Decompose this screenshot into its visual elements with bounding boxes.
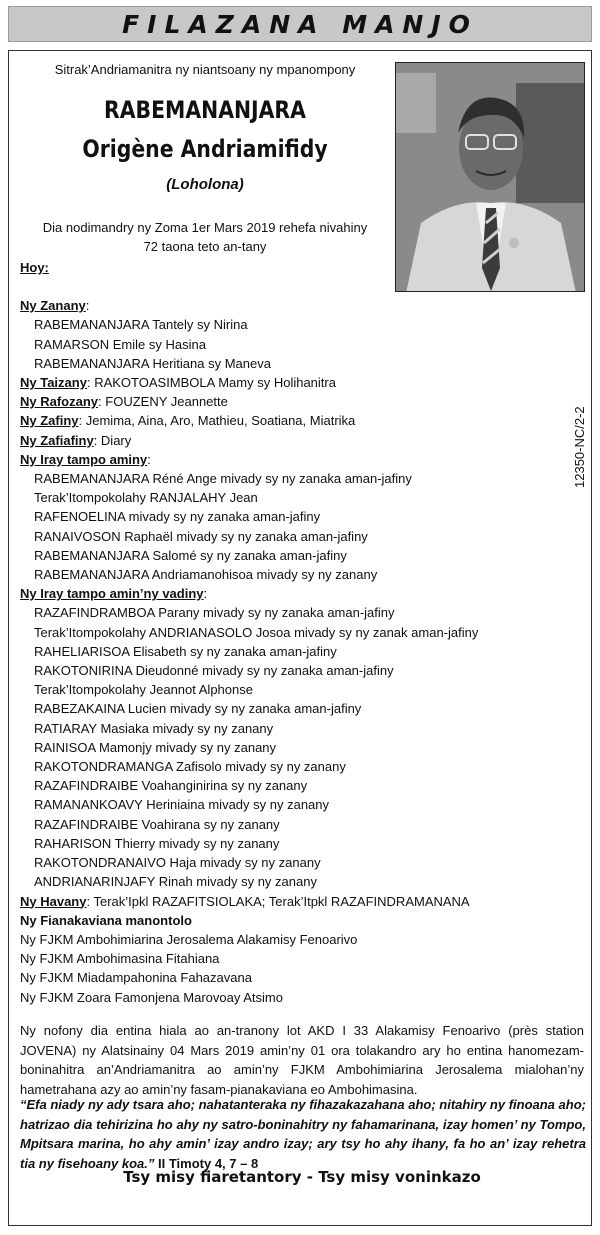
family-list: Hoy: Ny Zanany: RABEMANANJARA Tantely sy Nirina RAMARSON Emile sy Hasina RABEMANANJARA Heritiana sy Maneva Ny Taizany: RAKOTOASIMBOLA Mamy sy Holihanitra Ny Rafozany: FOUZENY Jeannette Ny Zafiny: Jemima, Aina, Aro, Mathieu, Soatiana, Miatrika Ny Zafiafiny: Diary Ny Iray tampo aminy: RABEMANANJARA Réné Ange mivady sy ny zanaka aman-jafiny Terak’Itompokolahy RANJALAHY Jean RAFENOELINA mivady sy ny zanaka aman-jafiny RANAIVOSON Raphaël mivady sy ny zanaka aman-jafiny RABEMANANJARA Salomé sy ny zanaka aman-jafiny RABEMANANJARA Andriamanohisoa mivady sy ny zanany Ny Iray tampo amin’ny vadiny: RAZAFINDRAMBOA Parany mivady sy ny zanaka aman-jafiny Terak’Itompokolahy ANDRIANASOLO Josoa mivady sy ny zanak aman-jafiny RAHELIARISOA Elisabeth sy ny zanaka aman-jafiny RAKOTONIRINA Dieudonné mivady sy ny zanaka aman-jafiny Terak’Itompokolahy Jeannot Alphonse RABEZAKAINA Lucien mivady sy ny zanaka aman-jafiny RATIARAY Masiaka mivady sy ny zanany RAINISOA Mamonjy mivady sy ny zanany RAKOTONDRAMANGA Zafisolo mivady sy ny zanany RAZAFINDRAIBE Voahanginirina sy ny zanany RAMANANKOAVY Heriniaina mivady sy ny zanany RAZAFINDRAIBE Voahirana sy ny zanany RAHARISON Thierry mivady sy ny zanany RAKOTONDRANAIVO Haja mivady sy ny zanany ANDRIANARINJAFY Rinah mivady sy ny zanany Ny Havany: Terak’Ipkl RAZAFITSIOLAKA; Terak’Itpkl RAZAFINDRAMANANA Ny Fianakaviana manontolo Ny FJKM Ambohimiarina Jerosalema Alakamisy Fenoarivo Ny FJKM Ambohimasina Fitahiana Ny FJKM Miadampahonina Fahazavana Ny FJKM Zoara Famonjena Marovoay Atsimo [20, 258, 565, 1007]
zafiny-value: Jemima, Aina, Aro, Mathieu, Soatiana, Miatrika [85, 413, 356, 429]
list-item: RAMARSON Emile sy Hasina [34, 336, 206, 352]
list-item: RAKOTONIRINA Dieudonné mivady sy ny zanaka aman-jafiny [34, 663, 394, 679]
list-item: RANAIVOSON Raphaël mivady sy ny zanaka aman-jafiny [34, 528, 368, 544]
list-item: Terak’Itompokolahy RANJALAHY Jean [34, 490, 258, 506]
list-item: RAKOTONDRAMANGA Zafisolo mivady sy ny zanany [34, 759, 346, 775]
list-item: RAHARISON Thierry mivady sy ny zanany [34, 835, 280, 851]
list-item: RABEMANANJARA Heritiana sy Maneva [34, 355, 271, 371]
list-item: RABEMANANJARA Salomé sy ny zanaka aman-jafiny [34, 547, 347, 563]
deceased-given-names: Origène Andriamifidy [82, 135, 328, 163]
header-title: FILAZANA MANJO [122, 9, 478, 39]
rafozany-value: FOUZENY Jeannette [105, 394, 228, 410]
zafiafiny-value: Diary [100, 432, 132, 448]
side-code: 12350-NC/2-2 [572, 406, 587, 488]
death-line-2: 72 taona teto an-tany [143, 239, 267, 254]
list-item: RAMANANKOAVY Heriniaina mivady sy ny zanany [34, 797, 330, 813]
death-notice [20, 218, 390, 256]
list-item: Terak’Itompokolahy ANDRIANASOLO Josoa mivady sy ny zanak aman-jafiny [34, 624, 479, 640]
list-item: RAHELIARISOA Elisabeth sy ny zanaka aman-jafiny [34, 643, 337, 659]
list-item: RATIARAY Masiaka mivady sy ny zanany [34, 720, 274, 736]
fianakaviana-label: Ny Fianakaviana manontolo [20, 912, 192, 928]
taizany-label: Ny Taizany [20, 375, 87, 391]
havany-label: Ny Havany [20, 893, 87, 909]
list-item: Terak’Itompokolahy Jeannot Alphonse [34, 682, 253, 698]
list-item: RABEZAKAINA Lucien mivady sy ny zanaka aman-jafiny [34, 701, 362, 717]
rafozany-label: Ny Rafozany [20, 394, 99, 410]
list-item: RAKOTONDRANAIVO Haja mivady sy ny zanany [34, 855, 321, 871]
funeral-text: Ny nofony dia entina hiala ao an-tranony lot AKD I 33 Alakamisy Fenoarivo (près station JOVENA) ny Alatsinainy 04 Mars 2019 amin’ny 01 ora tolakandro ary ho entina hanomezam-boninahitra an’Andriamanitra ao amin’ny FJKM Ambohimiarina Jerosalema mialohan’ny hametrahana azy ao amin’ny fasam-pianakaviana eo Ambohimasina. [20, 1023, 584, 1097]
list-item: ANDRIANARINJAFY Rinah mivady sy ny zanany [34, 874, 317, 890]
quote-reference: II Timoty 4, 7 – 8 [158, 1155, 259, 1171]
list-item: RAZAFINDRAMBOA Parany mivady sy ny zanaka aman-jafiny [34, 605, 395, 621]
iray-tampo-label: Ny Iray tampo aminy [20, 451, 148, 467]
death-line-1: Dia nodimandry ny Zoma 1er Mars 2019 rehefa nivahiny [42, 220, 368, 235]
list-item: Ny FJKM Miadampahonina Fahazavana [20, 970, 252, 986]
list-item: Ny FJKM Ambohimasina Fitahiana [20, 951, 220, 967]
deceased-surname: RABEMANANJARA [104, 96, 306, 124]
intro-line: Sitrak’Andriamanitra ny niantsoany ny mpanompony [54, 62, 356, 77]
list-item: RAINISOA Mamonjy mivady sy ny zanany [34, 739, 277, 755]
hoy-label: Hoy: [20, 260, 49, 275]
quote-text: “Efa niady ny ady tsara aho; nahatanteraka ny fihazakazahana aho; nitahiry ny finoana aho; hatrizao dia tehirizina ho ahy ny satro-boninahitry ny fahamarinana, izay homen’ ny Tompo, Mpitsara marina, ho ahy amin’ izay andro izay; ary tsy ho ahy ihany, fa ho an’ izay rehetra tia ny fisehoany koa.” [20, 1097, 586, 1171]
list-item: RAFENOELINA mivady sy ny zanaka aman-jafiny [34, 509, 321, 525]
footer-note: Tsy misy fiaretantory - Tsy misy voninkazo [123, 1168, 481, 1186]
list-item: Ny FJKM Zoara Famonjena Marovoay Atsimo [20, 989, 283, 1005]
zanany-label: Ny Zanany [20, 298, 86, 314]
bible-quote [20, 1095, 586, 1173]
list-item: RABEMANANJARA Andriamanohisoa mivady sy ny zanany [34, 567, 378, 583]
taizany-value: RAKOTOASIMBOLA Mamy sy Holihanitra [94, 375, 336, 391]
zafiny-label: Ny Zafiny [20, 413, 79, 429]
header-band [8, 6, 592, 42]
havany-value: Terak’Ipkl RAZAFITSIOLAKA; Terak’Itpkl RAZAFINDRAMANANA [93, 893, 470, 909]
list-item: Ny FJKM Ambohimiarina Jerosalema Alakamisy Fenoarivo [20, 931, 358, 947]
zafiafiny-label: Ny Zafiafiny [20, 432, 94, 448]
list-item: RABEMANANJARA Tantely sy Nirina [34, 317, 248, 333]
list-item: RAZAFINDRAIBE Voahirana sy ny zanany [34, 816, 280, 832]
list-item: RABEMANANJARA Réné Ange mivady sy ny zanaka aman-jafiny [34, 471, 412, 487]
deceased-nickname: (Loholona) [166, 176, 244, 193]
list-item: RAZAFINDRAIBE Voahanginirina sy ny zanany [34, 778, 308, 794]
iray-tampo-vady-label: Ny Iray tampo amin’ny vadiny [20, 586, 204, 602]
